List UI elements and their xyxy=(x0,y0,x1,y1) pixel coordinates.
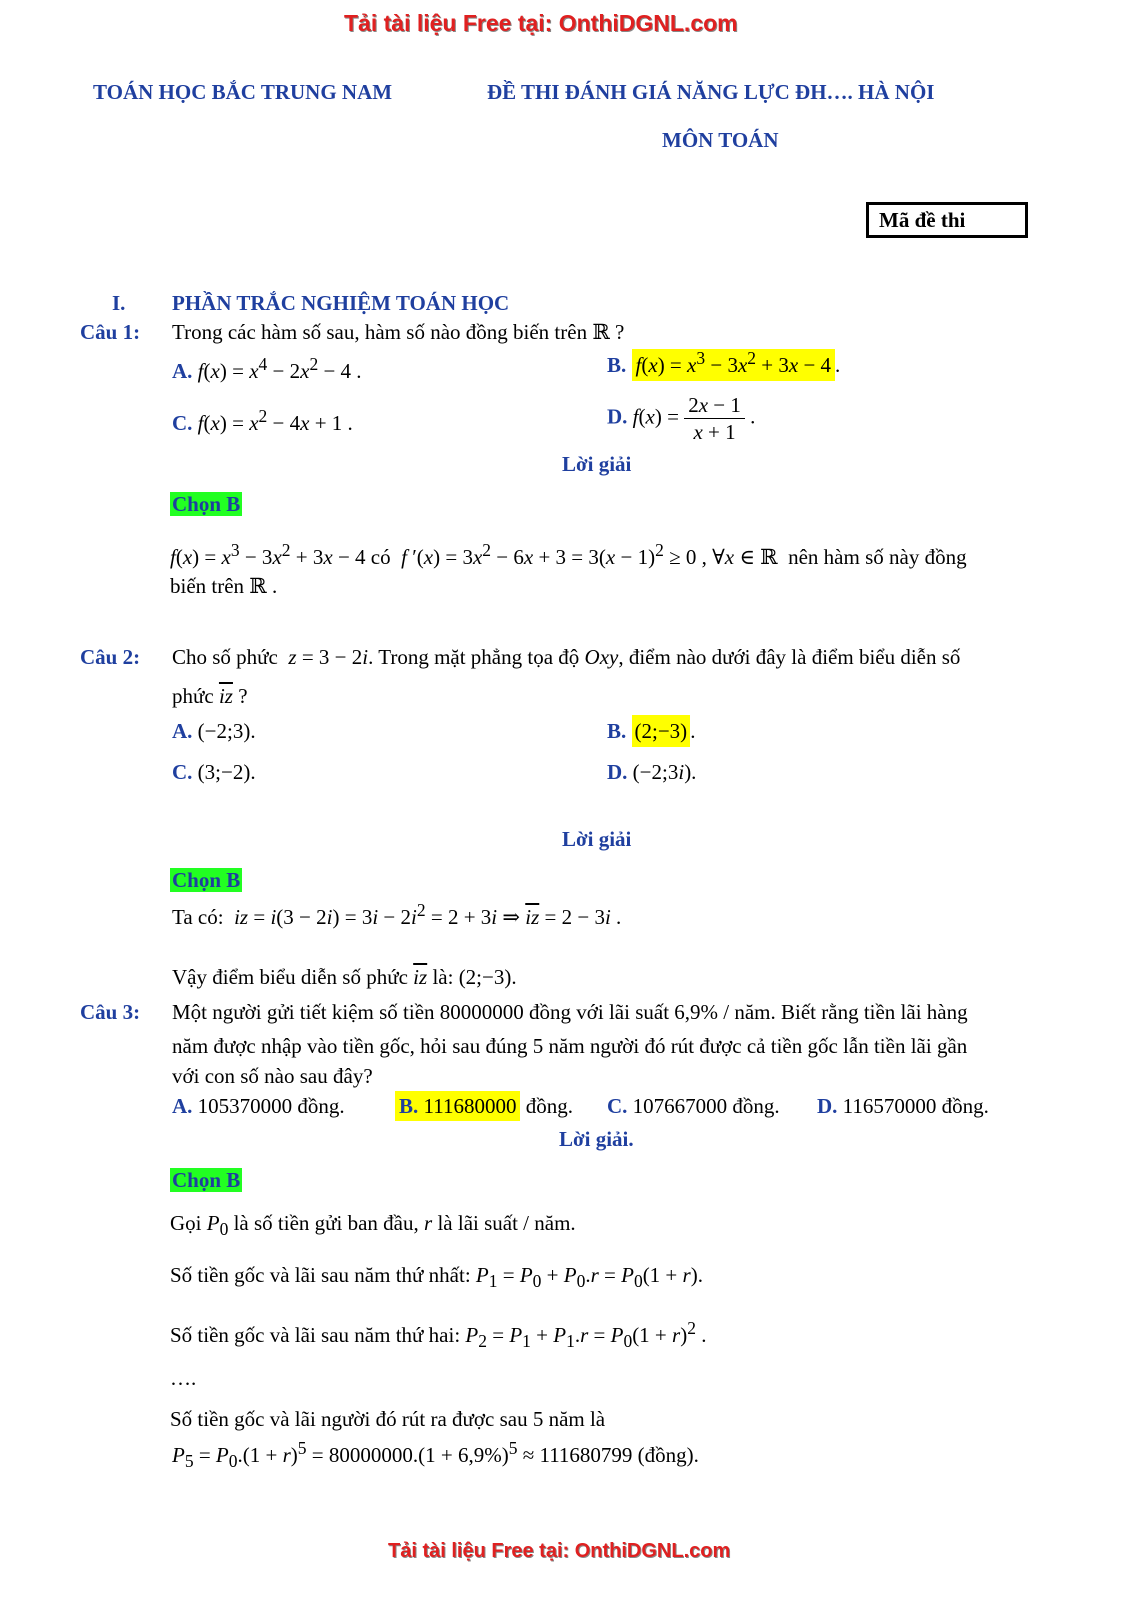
exam-code-box: Mã đề thi xyxy=(866,202,1028,238)
q2-solution-title: Lời giải xyxy=(562,827,632,851)
q2-label: Câu 2: xyxy=(80,645,141,669)
q3-solution-line6: $P_5 = P_0.(1 + r)^5 = 80000000.(1 + 6,9\%)^5 \approx 111680799$ (đồng). xyxy=(172,1438,699,1472)
q2-text-line2: phức $\overline{iz}$ ? xyxy=(172,684,248,708)
q1-solution-line2: biến trên ℝ . xyxy=(170,574,278,598)
subject-title: MÔN TOÁN xyxy=(662,128,779,152)
watermark-top: Tải tài liệu Free tại: OnthiDGNL.com xyxy=(344,10,738,36)
q2-option-c: C. (3;−2). xyxy=(172,760,256,784)
q2-text-line1: Cho số phức z = 3 − 2i. Trong mặt phẳng tọa độ Oxy, điểm nào dưới đây là điểm biểu diễn số xyxy=(172,645,961,669)
q3-solution-line5: Số tiền gốc và lãi người đó rút ra được sau 5 năm là xyxy=(170,1407,606,1431)
q2-option-b: B. (2;−3) . xyxy=(607,719,695,744)
q2-option-d: D. (−2;3i). xyxy=(607,760,697,784)
q1-text: Trong các hàm số sau, hàm số nào đồng biến trên ℝ ? xyxy=(172,320,625,344)
q3-text-line1: Một người gửi tiết kiệm số tiền 80000000 đồng với lãi suất 6,9% / năm. Biết rằng tiền lãi hàng xyxy=(172,1000,968,1024)
q1-solution-title: Lời giải xyxy=(562,452,632,476)
q2-option-a: A. (−2;3). xyxy=(172,719,256,743)
q1-option-a: A. $f(x) = x^4 - 2x^2 - 4$ . xyxy=(172,354,362,383)
q1-solution-line1: $f(x) = x^3 - 3x^2 + 3x - 4$ có f $'(x) = 3x^2 - 6x + 3 = 3(x - 1)^2 \ge 0$ , ∀x ∈ ℝ nên hàm số này đồng xyxy=(170,540,967,569)
q3-solution-line3: Số tiền gốc và lãi sau năm thứ hai: $P_2 = P_1 + P_1.r = P_0(1 + r)^2$ . xyxy=(170,1318,707,1352)
q1-option-d: D. f(x) = $\frac{2x - 1}{x + 1}$ . xyxy=(607,393,756,444)
q3-option-c: C. 107667000 đồng. xyxy=(607,1094,780,1118)
q2-answer-badge: Chọn B xyxy=(172,868,241,892)
q3-option-a: A. 105370000 đồng. xyxy=(172,1094,345,1118)
watermark-bottom: Tải tài liệu Free tại: OnthiDGNL.com xyxy=(388,1540,731,1562)
q3-answer-badge: Chọn B xyxy=(172,1168,241,1192)
q1-option-b: B. $f(x) = x^3 - 3x^2 + 3x - 4$ . xyxy=(607,348,840,378)
q1-label: Câu 1: xyxy=(80,320,141,344)
q3-option-d: D. 116570000 đồng. xyxy=(817,1094,989,1118)
q3-label: Câu 3: xyxy=(80,1000,141,1024)
section-title: PHẦN TRẮC NGHIỆM TOÁN HỌC xyxy=(172,291,510,315)
q1-answer-badge: Chọn B xyxy=(172,492,241,516)
header-right: ĐỀ THI ĐÁNH GIÁ NĂNG LỰC ĐH…. HÀ NỘI xyxy=(487,80,935,104)
q3-text-line3: với con số nào sau đây? xyxy=(172,1064,373,1088)
q3-solution-line2: Số tiền gốc và lãi sau năm thứ nhất: $P_1 = P_0 + P_0.r = P_0(1 + r)$. xyxy=(170,1263,703,1292)
header-left: TOÁN HỌC BẮC TRUNG NAM xyxy=(93,80,393,104)
q3-solution-line1: Gọi $P_0$ là số tiền gửi ban đầu, r là lãi suất / năm. xyxy=(170,1211,576,1240)
q2-solution-line2: Vậy điểm biểu diễn số phức $\overline{iz}$ là: (2;−3). xyxy=(172,965,517,989)
q3-text-line2: năm được nhập vào tiền gốc, hỏi sau đúng 5 năm người đó rút được cả tiền gốc lẫn tiền lãi gần xyxy=(172,1034,968,1058)
q3-option-b: B. 111680000 đồng. xyxy=(395,1094,573,1119)
q3-solution-ellipsis: …. xyxy=(170,1366,197,1390)
q1-option-c: C. $f(x) = x^2 - 4x + 1$ . xyxy=(172,406,353,435)
q3-solution-title: Lời giải. xyxy=(559,1127,634,1151)
q2-solution-line1: Ta có: iz = $i(3 - 2i) = 3i - 2i^2 = 2 + 3i$ ⇒ $\overline{iz} = 2 - 3i$ . xyxy=(172,900,622,929)
section-number: I. xyxy=(112,291,126,315)
